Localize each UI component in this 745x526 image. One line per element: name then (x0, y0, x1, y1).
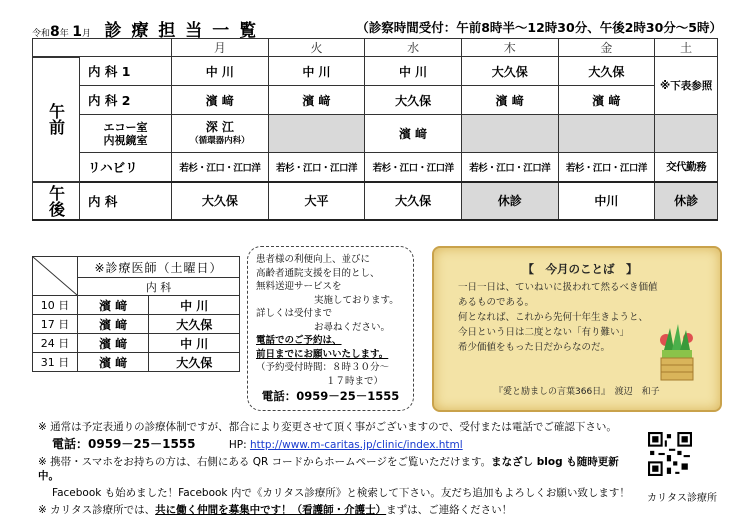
doctor-cell: 中 川 (172, 57, 269, 86)
saturday-date: 31 日 (33, 353, 78, 372)
year-value: 8 (50, 24, 60, 40)
doctor-cell: 中 川 (268, 57, 365, 86)
diagonal-cell (33, 257, 78, 296)
saturday-date: 24 日 (33, 334, 78, 353)
doctor-cell: 大久保 (172, 182, 269, 220)
diagonal-line (33, 257, 77, 295)
qr-code-icon[interactable] (648, 432, 692, 476)
doctor-cell: 濱 﨑 (78, 353, 149, 372)
schedule-table (32, 38, 718, 221)
reception-hours: （診察時間受付：午前8時半～12時30分、午後2時30分～5時） (356, 20, 722, 35)
echo-room-label: エコー室 内視鏡室 (103, 120, 148, 147)
era-label: 令和 (32, 29, 51, 39)
facebook-note: Facebook も始めました！Facebook 内で《カリタス診療所》と検索して下さい。友だち追加もよろしくお願い致します！ (52, 487, 630, 499)
quote-heading: 【 今月のことば 】 (522, 262, 638, 276)
saturday-row (33, 334, 240, 353)
day-tue: 火 (268, 39, 365, 57)
dept-note: （循環器内科） (190, 135, 250, 146)
saturday-date: 10 日 (33, 296, 78, 315)
closed-cell: 休診 (461, 182, 558, 220)
note-2: ※ 携帯・スマホをお持ちの方は、右側にある QR コードからホームページをご覧いただけます。 (38, 456, 492, 468)
kadomatsu-icon (656, 320, 698, 388)
footer-notes: ※ 通常は予定表通りの診療体制ですが、都合により変更させて頂く事がございますので、受付または電話でご確認下さい。 電話：0959－25－1555 HP: http://www.m-caritas.jp/clinic/index.html ※ 携帯・スマホをお持ちの方は、右側にある QR コードからホームページをご覧いただけます。まなざし blog も随時更新中。 Facebook も始めました！Facebook 内で《カリタス診療所》と検索して下さい。友だち追加もよろしくお願い致します！ ※ カリタス診療所では、共に働く仲間を募集中です！（看護師・介護士）まずは、ご連絡ください！ (38, 420, 638, 520)
closed-cell (461, 115, 558, 153)
closed-cell (655, 115, 718, 153)
homepage-link[interactable]: http://www.m-caritas.jp/clinic/index.html (249, 439, 463, 451)
schedule-row (33, 86, 718, 115)
row-label: 内 科 1 (80, 57, 172, 86)
doctor-cell: 濱 﨑 (365, 115, 462, 153)
doctor-cell: 大久保 (365, 182, 462, 220)
row-label: リハビリ (80, 153, 172, 182)
day-thu: 木 (461, 39, 558, 57)
day-wed: 水 (365, 39, 462, 57)
doctor-cell: 大久保 (558, 57, 655, 86)
schedule-row-pm (33, 182, 718, 220)
doctor-cell: 大平 (268, 182, 365, 220)
closed-cell: 休診 (655, 182, 718, 220)
recruit-note: 共に働く仲間を募集中です！（看護師・介護士） (155, 504, 387, 516)
day-fri: 金 (558, 39, 655, 57)
quote-source: 『愛と励ましの言葉366日』 渡辺 和子 (494, 387, 660, 397)
day-mon: 月 (172, 39, 269, 57)
saturday-note: ※下表参照 (655, 57, 718, 115)
doctor-cell: 濱 﨑 (558, 86, 655, 115)
am-label: 午前 (33, 57, 80, 182)
doctor-cell: 中 川 (149, 334, 240, 353)
row-label: 内 科 2 (80, 86, 172, 115)
pm-label: 午後 (33, 182, 80, 220)
row-label (80, 115, 172, 153)
doctor-cell: 大久保 (149, 315, 240, 334)
row-label: 内 科 (80, 182, 172, 220)
closed-cell (268, 115, 365, 153)
saturday-title: ※診療医師（土曜日） (78, 257, 240, 278)
doctor-cell: 濱 﨑 (461, 86, 558, 115)
schedule-row (33, 153, 718, 182)
saturday-row (33, 315, 240, 334)
rehab-cell: 若杉・江口・江口洋 (365, 153, 462, 182)
day-sat: 土 (655, 39, 718, 57)
rehab-cell: 若杉・江口・江口洋 (461, 153, 558, 182)
doctor-cell: 濱 﨑 (78, 296, 149, 315)
clinic-name: カリタス診療所 (647, 493, 717, 504)
day-header-row (33, 39, 718, 57)
doctor-cell: 濱 﨑 (78, 334, 149, 353)
rehab-cell: 若杉・江口・江口洋 (558, 153, 655, 182)
doctor-cell: 大久保 (461, 57, 558, 86)
closed-cell (558, 115, 655, 153)
doctor-cell: 濱 﨑 (268, 86, 365, 115)
schedule-row (33, 57, 718, 86)
rehab-cell: 若杉・江口・江口洋 (268, 153, 365, 182)
doctor-cell: 濱 﨑 (78, 315, 149, 334)
doctor-cell: 中 川 (149, 296, 240, 315)
month-value: 1 (72, 24, 83, 40)
doctor-cell: 大久保 (365, 86, 462, 115)
saturday-subhead: 内 科 (78, 278, 240, 296)
doctor-cell: 深 江 （循環器内科） (172, 115, 269, 153)
saturday-row (33, 353, 240, 372)
doctor-cell: 中 川 (365, 57, 462, 86)
monthly-quote: 【 今月のことば 】 一日一日は、ていねいに扱われて然るべき価値 あるものである。 何となれば、これから先何十年生きようと、 今日という日は二度とない「有り難い」 希少価値をもった日だからなのだ。 『愛と励ましの言葉366日』 渡辺 和子 (432, 246, 722, 412)
doctor-cell: 濱 﨑 (172, 86, 269, 115)
doctor-cell: 大久保 (149, 353, 240, 372)
note-1: ※ 通常は予定表通りの診療体制ですが、都合により変更させて頂く事がございますので、受付または電話でご確認下さい。 (38, 421, 617, 433)
phone-number: 電話：0959－25－1555 (261, 389, 400, 403)
page-title: 令和8年 1月 診 療 担 当 一 覧 （診察時間受付：午前8時半～12時30分、午後2時30分～5時） (32, 20, 722, 41)
rehab-cell: 若杉・江口・江口洋 (172, 153, 269, 182)
doctor-cell: 中川 (558, 182, 655, 220)
saturday-table (32, 256, 240, 372)
schedule-row (33, 115, 718, 153)
footer-phone: 電話：0959－25－1555 (52, 437, 196, 451)
saturday-row (33, 296, 240, 315)
blog-note: まなざし blog も随時更新中。 (38, 456, 619, 482)
saturday-date: 17 日 (33, 315, 78, 334)
rehab-cell: 交代勤務 (655, 153, 718, 182)
main-title: 診 療 担 当 一 覧 (104, 21, 259, 41)
shuttle-notice: 患者様の利便向上、並びに 高齢者通院支援を目的とし、 無料送迎サービスを 実施しております。 詳しくは受付まで お尋ねください。 電話でのご予約は、 前日までにお願いいたします。 （予約受付時間：８時３０分～ １７時まで） 電話：0959－25－1555 (247, 246, 414, 411)
